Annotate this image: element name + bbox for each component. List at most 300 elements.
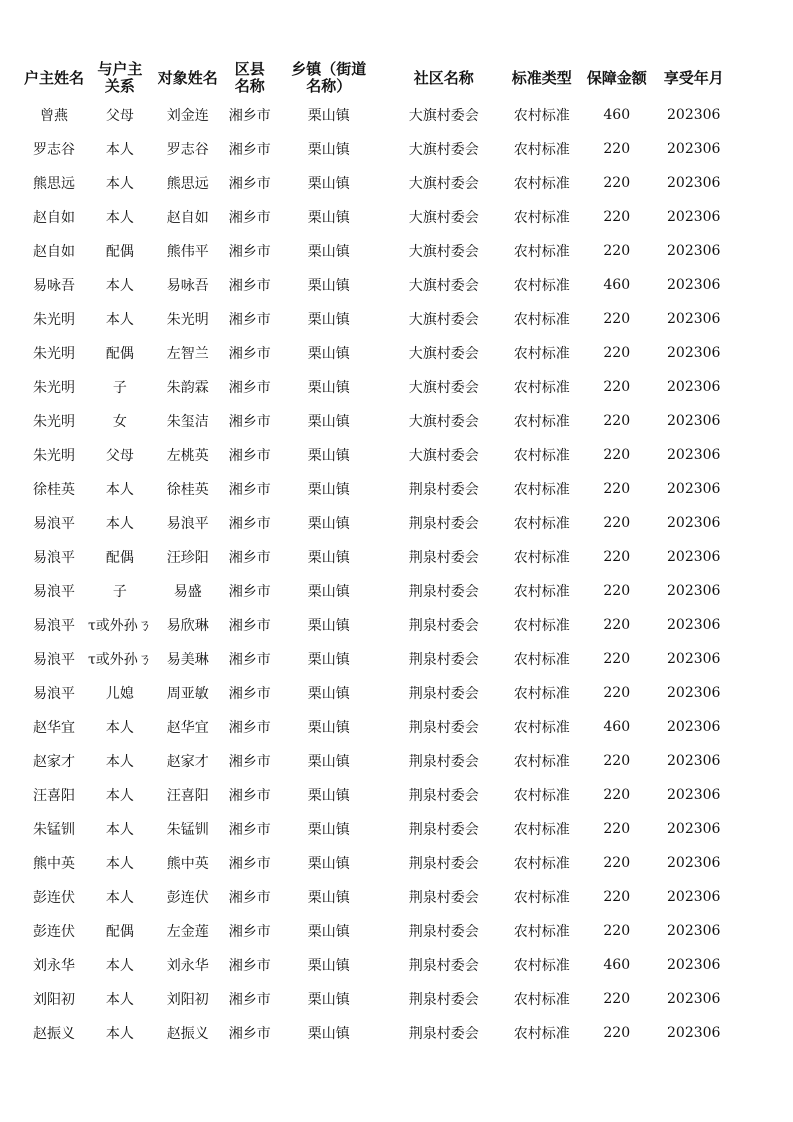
cell-amount: 220 (603, 311, 631, 327)
cell-community: 荆泉村委会 (408, 822, 479, 838)
cell-community: 荆泉村委会 (408, 754, 479, 770)
cell-period: 202306 (667, 277, 721, 293)
cell-relation: 本人 (105, 210, 134, 226)
cell-period: 202306 (667, 787, 721, 803)
header-text-line: 社区名称 (413, 68, 474, 87)
table-row (20, 914, 732, 948)
cell-relation: 配偶 (105, 550, 134, 566)
header-county (224, 58, 276, 98)
cell-beneficiary-name: 熊思远 (166, 176, 209, 192)
cell-amount: 220 (603, 549, 631, 565)
cell-county: 湘乡市 (228, 414, 271, 430)
cell-beneficiary-name: 汪珍阳 (166, 550, 209, 566)
table-row (20, 540, 732, 574)
cell-county: 湘乡市 (228, 244, 271, 260)
cell-standard-type: 农村标准 (513, 482, 570, 498)
cell-county: 湘乡市 (228, 380, 271, 396)
cell-township: 栗山镇 (307, 516, 350, 532)
header-community (382, 58, 506, 98)
cell-relation: 本人 (105, 1026, 134, 1042)
cell-beneficiary-name: 左智兰 (166, 346, 209, 362)
header-township (276, 58, 382, 98)
cell-amount: 220 (603, 685, 631, 701)
cell-standard-type: 农村标准 (513, 142, 570, 158)
cell-beneficiary-name: 朱锰钏 (166, 822, 209, 838)
table-row (20, 778, 732, 812)
header-relation (88, 58, 152, 98)
cell-amount: 220 (603, 583, 631, 599)
cell-period: 202306 (667, 719, 721, 735)
cell-community: 大旗村委会 (408, 210, 479, 226)
cell-community: 荆泉村委会 (408, 890, 479, 906)
cell-amount: 220 (603, 651, 631, 667)
cell-standard-type: 农村标准 (513, 720, 570, 736)
cell-township: 栗山镇 (307, 584, 350, 600)
cell-county: 湘乡市 (228, 278, 271, 294)
cell-county: 湘乡市 (228, 992, 271, 1008)
header-text-line: 标准类型 (511, 68, 572, 87)
table-row (20, 404, 732, 438)
cell-standard-type: 农村标准 (513, 992, 570, 1008)
subsidy-roster-table (20, 58, 732, 1050)
cell-relation: 配偶 (105, 244, 134, 260)
table-row (20, 506, 732, 540)
cell-period: 202306 (667, 311, 721, 327)
cell-period: 202306 (667, 141, 721, 157)
cell-period: 202306 (667, 345, 721, 361)
table-row (20, 166, 732, 200)
cell-township: 栗山镇 (307, 482, 350, 498)
table-row (20, 676, 732, 710)
cell-county: 湘乡市 (228, 108, 271, 124)
header-amount (578, 58, 656, 98)
cell-community: 荆泉村委会 (408, 1026, 479, 1042)
cell-householder-name: 易浪平 (33, 618, 75, 634)
table-row (20, 370, 732, 404)
cell-householder-name: 彭连伏 (33, 924, 75, 940)
cell-beneficiary-name: 朱韵霖 (166, 380, 209, 396)
cell-county: 湘乡市 (228, 856, 271, 872)
cell-community: 大旗村委会 (408, 278, 479, 294)
cell-amount: 220 (603, 1025, 631, 1041)
header-standard-type (506, 58, 578, 98)
table-row (20, 948, 732, 982)
cell-standard-type: 农村标准 (513, 176, 570, 192)
cell-standard-type: 农村标准 (513, 1026, 570, 1042)
cell-standard-type: 农村标准 (513, 584, 570, 600)
cell-standard-type: 农村标准 (513, 108, 570, 124)
cell-township: 栗山镇 (307, 652, 350, 668)
cell-county: 湘乡市 (228, 788, 271, 804)
cell-amount: 220 (603, 209, 631, 225)
cell-standard-type: 农村标准 (513, 788, 570, 804)
header-text-line: 与户主 (97, 60, 143, 78)
cell-community: 荆泉村委会 (408, 788, 479, 804)
table-row (20, 132, 732, 166)
cell-amount: 220 (603, 379, 631, 395)
header-text-line: 对象姓名 (157, 68, 218, 87)
cell-township: 栗山镇 (307, 924, 350, 940)
cell-township: 栗山镇 (307, 244, 350, 260)
cell-period: 202306 (667, 175, 721, 191)
header-householder-name (20, 58, 88, 98)
table-row (20, 880, 732, 914)
cell-township: 栗山镇 (307, 108, 350, 124)
cell-relation: 女 (112, 414, 127, 430)
cell-standard-type: 农村标准 (513, 856, 570, 872)
cell-period: 202306 (667, 481, 721, 497)
cell-county: 湘乡市 (228, 142, 271, 158)
cell-beneficiary-name: 周亚敏 (166, 686, 209, 702)
cell-relation: 配偶 (105, 924, 134, 940)
cell-relation: 本人 (105, 958, 134, 974)
table-row (20, 234, 732, 268)
cell-community: 大旗村委会 (408, 244, 479, 260)
cell-period: 202306 (667, 991, 721, 1007)
cell-community: 荆泉村委会 (408, 686, 479, 702)
cell-period: 202306 (667, 583, 721, 599)
cell-township: 栗山镇 (307, 414, 350, 430)
cell-relation: 本人 (105, 890, 134, 906)
cell-standard-type: 农村标准 (513, 380, 570, 396)
cell-beneficiary-name: 易咏吾 (166, 278, 209, 294)
cell-amount: 220 (603, 821, 631, 837)
cell-township: 栗山镇 (307, 822, 350, 838)
cell-householder-name: 熊思远 (33, 176, 75, 192)
cell-period: 202306 (667, 821, 721, 837)
cell-county: 湘乡市 (228, 1026, 271, 1042)
cell-standard-type: 农村标准 (513, 312, 570, 328)
cell-amount: 220 (603, 617, 631, 633)
table-row (20, 846, 732, 880)
cell-relation: τ或外孙ㄋ (88, 652, 152, 668)
cell-township: 栗山镇 (307, 380, 350, 396)
cell-amount: 460 (603, 719, 631, 735)
cell-householder-name: 熊中英 (33, 856, 75, 872)
table-row (20, 608, 732, 642)
cell-community: 荆泉村委会 (408, 584, 479, 600)
cell-township: 栗山镇 (307, 958, 350, 974)
cell-householder-name: 刘永华 (33, 958, 75, 974)
header-text-line: 关系 (104, 77, 135, 95)
cell-township: 栗山镇 (307, 856, 350, 872)
cell-householder-name: 赵振义 (33, 1026, 75, 1042)
header-period (656, 58, 732, 98)
cell-period: 202306 (667, 549, 721, 565)
cell-county: 湘乡市 (228, 584, 271, 600)
cell-community: 荆泉村委会 (408, 856, 479, 872)
cell-standard-type: 农村标准 (513, 652, 570, 668)
cell-householder-name: 赵自如 (33, 244, 75, 260)
cell-township: 栗山镇 (307, 142, 350, 158)
cell-county: 湘乡市 (228, 516, 271, 532)
table-row (20, 812, 732, 846)
cell-period: 202306 (667, 107, 721, 123)
cell-householder-name: 易浪平 (33, 550, 75, 566)
cell-householder-name: 赵自如 (33, 210, 75, 226)
cell-householder-name: 易浪平 (33, 686, 75, 702)
cell-period: 202306 (667, 515, 721, 531)
cell-relation: 父母 (105, 448, 134, 464)
cell-beneficiary-name: 易欣琳 (166, 618, 209, 634)
cell-standard-type: 农村标准 (513, 516, 570, 532)
cell-amount: 220 (603, 481, 631, 497)
cell-standard-type: 农村标准 (513, 244, 570, 260)
cell-period: 202306 (667, 379, 721, 395)
cell-householder-name: 易咏吾 (33, 278, 75, 294)
cell-amount: 220 (603, 753, 631, 769)
cell-beneficiary-name: 彭连伏 (166, 890, 209, 906)
table-row (20, 744, 732, 778)
cell-householder-name: 朱光明 (33, 312, 75, 328)
cell-relation: 儿媳 (105, 686, 134, 702)
cell-relation: 本人 (105, 482, 134, 498)
cell-beneficiary-name: 赵自如 (166, 210, 209, 226)
table-row (20, 302, 732, 336)
cell-standard-type: 农村标准 (513, 550, 570, 566)
cell-standard-type: 农村标准 (513, 890, 570, 906)
cell-householder-name: 朱光明 (33, 448, 75, 464)
cell-relation: 本人 (105, 312, 134, 328)
cell-relation: 本人 (105, 788, 134, 804)
cell-householder-name: 汪喜阳 (33, 788, 75, 804)
cell-period: 202306 (667, 447, 721, 463)
cell-standard-type: 农村标准 (513, 414, 570, 430)
cell-community: 大旗村委会 (408, 448, 479, 464)
cell-relation: 子 (112, 380, 127, 396)
cell-standard-type: 农村标准 (513, 618, 570, 634)
cell-beneficiary-name: 刘阳初 (166, 992, 209, 1008)
table-row (20, 982, 732, 1016)
cell-township: 栗山镇 (307, 278, 350, 294)
cell-township: 栗山镇 (307, 1026, 350, 1042)
cell-amount: 220 (603, 515, 631, 531)
cell-township: 栗山镇 (307, 720, 350, 736)
cell-community: 荆泉村委会 (408, 516, 479, 532)
cell-county: 湘乡市 (228, 890, 271, 906)
cell-county: 湘乡市 (228, 210, 271, 226)
cell-community: 大旗村委会 (408, 346, 479, 362)
cell-amount: 220 (603, 787, 631, 803)
cell-beneficiary-name: 熊中英 (166, 856, 209, 872)
header-text-line: 户主姓名 (23, 68, 84, 87)
table-body (20, 98, 732, 1050)
cell-householder-name: 易浪平 (33, 652, 75, 668)
cell-amount: 220 (603, 889, 631, 905)
cell-beneficiary-name: 汪喜阳 (166, 788, 209, 804)
cell-standard-type: 农村标准 (513, 958, 570, 974)
cell-beneficiary-name: 易浪平 (166, 516, 209, 532)
cell-amount: 220 (603, 141, 631, 157)
cell-relation: 本人 (105, 176, 134, 192)
table-row (20, 710, 732, 744)
header-text-line: 享受年月 (663, 68, 724, 87)
cell-county: 湘乡市 (228, 686, 271, 702)
cell-amount: 220 (603, 923, 631, 939)
cell-township: 栗山镇 (307, 890, 350, 906)
cell-householder-name: 朱锰钏 (33, 822, 75, 838)
header-beneficiary-name (152, 58, 224, 98)
cell-beneficiary-name: 赵家才 (166, 754, 209, 770)
cell-householder-name: 曾燕 (40, 108, 68, 124)
cell-period: 202306 (667, 651, 721, 667)
cell-amount: 220 (603, 243, 631, 259)
cell-amount: 220 (603, 413, 631, 429)
table-row (20, 268, 732, 302)
cell-period: 202306 (667, 923, 721, 939)
cell-beneficiary-name: 刘永华 (166, 958, 209, 974)
cell-period: 202306 (667, 1025, 721, 1041)
cell-amount: 220 (603, 345, 631, 361)
cell-period: 202306 (667, 889, 721, 905)
cell-amount: 220 (603, 175, 631, 191)
cell-amount: 220 (603, 447, 631, 463)
cell-relation: 子 (112, 584, 127, 600)
table-row (20, 472, 732, 506)
cell-amount: 460 (603, 107, 631, 123)
cell-township: 栗山镇 (307, 448, 350, 464)
header-text-line: 名称） (306, 77, 352, 95)
cell-county: 湘乡市 (228, 448, 271, 464)
cell-county: 湘乡市 (228, 924, 271, 940)
cell-standard-type: 农村标准 (513, 448, 570, 464)
cell-community: 荆泉村委会 (408, 482, 479, 498)
header-text-line: 乡镇（街道 (291, 60, 367, 78)
cell-standard-type: 农村标准 (513, 686, 570, 702)
cell-community: 荆泉村委会 (408, 924, 479, 940)
cell-township: 栗山镇 (307, 346, 350, 362)
cell-beneficiary-name: 朱光明 (166, 312, 209, 328)
cell-township: 栗山镇 (307, 550, 350, 566)
table-row (20, 642, 732, 676)
cell-relation: 本人 (105, 754, 134, 770)
cell-community: 荆泉村委会 (408, 550, 479, 566)
cell-amount: 220 (603, 855, 631, 871)
cell-period: 202306 (667, 753, 721, 769)
cell-relation: 本人 (105, 516, 134, 532)
cell-county: 湘乡市 (228, 176, 271, 192)
table-row (20, 1016, 732, 1050)
cell-householder-name: 赵华宜 (33, 720, 75, 736)
cell-community: 大旗村委会 (408, 176, 479, 192)
cell-beneficiary-name: 熊伟平 (166, 244, 209, 260)
cell-county: 湘乡市 (228, 550, 271, 566)
cell-relation: 本人 (105, 992, 134, 1008)
cell-county: 湘乡市 (228, 482, 271, 498)
cell-standard-type: 农村标准 (513, 822, 570, 838)
cell-county: 湘乡市 (228, 958, 271, 974)
cell-amount: 220 (603, 991, 631, 1007)
cell-township: 栗山镇 (307, 176, 350, 192)
cell-county: 湘乡市 (228, 618, 271, 634)
cell-county: 湘乡市 (228, 822, 271, 838)
cell-township: 栗山镇 (307, 754, 350, 770)
cell-township: 栗山镇 (307, 788, 350, 804)
cell-period: 202306 (667, 855, 721, 871)
cell-beneficiary-name: 易盛 (173, 584, 202, 600)
cell-township: 栗山镇 (307, 210, 350, 226)
cell-beneficiary-name: 易美琳 (166, 652, 209, 668)
cell-standard-type: 农村标准 (513, 924, 570, 940)
cell-period: 202306 (667, 685, 721, 701)
cell-householder-name: 罗志谷 (33, 142, 75, 158)
cell-period: 202306 (667, 957, 721, 973)
cell-householder-name: 易浪平 (33, 584, 75, 600)
cell-township: 栗山镇 (307, 312, 350, 328)
cell-relation: τ或外孙ㄋ (88, 618, 152, 634)
cell-period: 202306 (667, 617, 721, 633)
table-row (20, 438, 732, 472)
cell-standard-type: 农村标准 (513, 210, 570, 226)
cell-period: 202306 (667, 209, 721, 225)
cell-county: 湘乡市 (228, 754, 271, 770)
cell-amount: 460 (603, 957, 631, 973)
cell-county: 湘乡市 (228, 652, 271, 668)
cell-township: 栗山镇 (307, 686, 350, 702)
cell-beneficiary-name: 徐桂英 (166, 482, 209, 498)
cell-relation: 本人 (105, 856, 134, 872)
cell-standard-type: 农村标准 (513, 346, 570, 362)
cell-county: 湘乡市 (228, 720, 271, 736)
cell-amount: 460 (603, 277, 631, 293)
cell-beneficiary-name: 刘金连 (166, 108, 209, 124)
table-row (20, 200, 732, 234)
header-text-line: 名称 (234, 77, 265, 95)
cell-relation: 本人 (105, 822, 134, 838)
cell-township: 栗山镇 (307, 618, 350, 634)
cell-community: 大旗村委会 (408, 414, 479, 430)
cell-community: 大旗村委会 (408, 312, 479, 328)
cell-township: 栗山镇 (307, 992, 350, 1008)
cell-relation: 配偶 (105, 346, 134, 362)
cell-householder-name: 朱光明 (33, 380, 75, 396)
cell-community: 荆泉村委会 (408, 652, 479, 668)
cell-beneficiary-name: 左桃英 (166, 448, 209, 464)
cell-county: 湘乡市 (228, 312, 271, 328)
cell-beneficiary-name: 赵华宜 (166, 720, 209, 736)
header-text-line: 保障金额 (586, 68, 647, 87)
cell-community: 荆泉村委会 (408, 992, 479, 1008)
cell-period: 202306 (667, 243, 721, 259)
cell-beneficiary-name: 朱玺洁 (166, 414, 209, 430)
cell-householder-name: 赵家才 (33, 754, 75, 770)
cell-standard-type: 农村标准 (513, 278, 570, 294)
cell-householder-name: 徐桂英 (33, 482, 75, 498)
cell-beneficiary-name: 赵振义 (166, 1026, 209, 1042)
table-row (20, 336, 732, 370)
cell-relation: 父母 (105, 108, 134, 124)
cell-relation: 本人 (105, 720, 134, 736)
table-row (20, 574, 732, 608)
cell-standard-type: 农村标准 (513, 754, 570, 770)
cell-community: 大旗村委会 (408, 142, 479, 158)
cell-householder-name: 易浪平 (33, 516, 75, 532)
cell-beneficiary-name: 左金莲 (166, 924, 209, 940)
cell-period: 202306 (667, 413, 721, 429)
cell-relation: 本人 (105, 142, 134, 158)
cell-county: 湘乡市 (228, 346, 271, 362)
cell-community: 大旗村委会 (408, 108, 479, 124)
header-row (20, 58, 732, 98)
cell-relation: 本人 (105, 278, 134, 294)
cell-householder-name: 朱光明 (33, 346, 75, 362)
cell-beneficiary-name: 罗志谷 (166, 142, 209, 158)
header-text-line: 区县 (234, 60, 265, 78)
cell-householder-name: 彭连伏 (33, 890, 75, 906)
cell-householder-name: 刘阳初 (33, 992, 75, 1008)
cell-community: 荆泉村委会 (408, 958, 479, 974)
cell-community: 荆泉村委会 (408, 720, 479, 736)
